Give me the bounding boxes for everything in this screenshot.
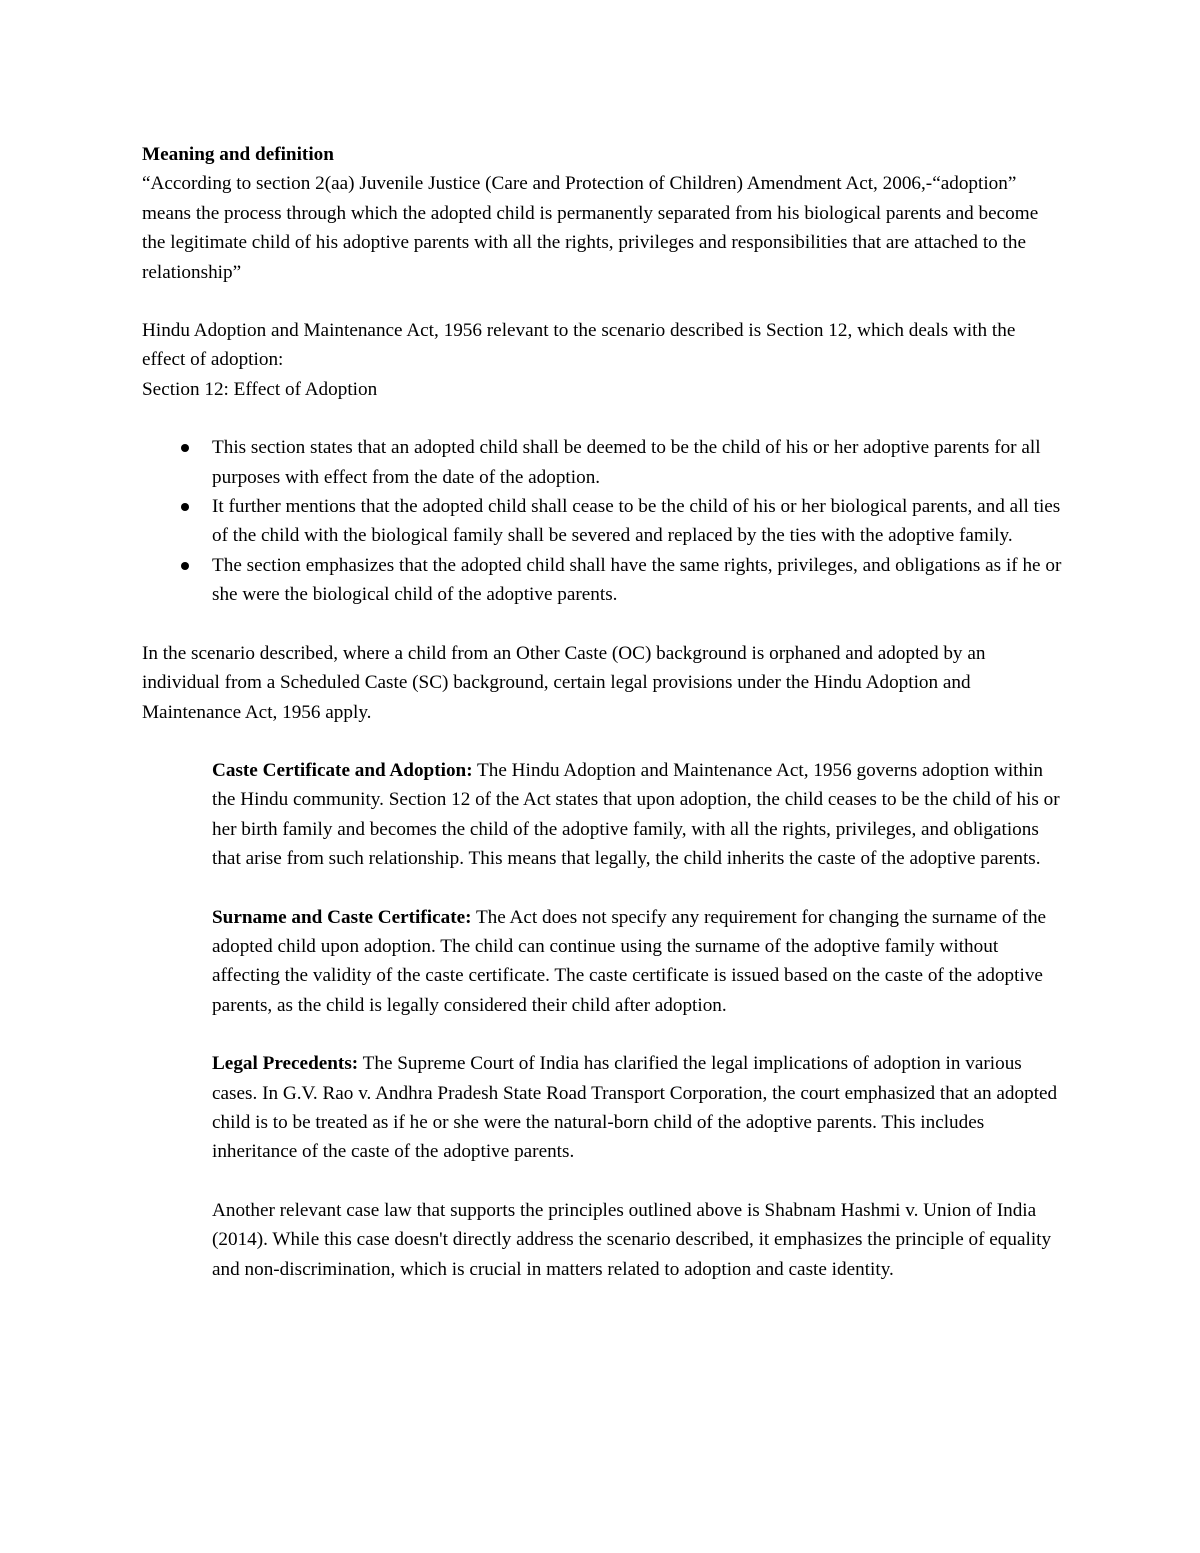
spacer — [142, 874, 1062, 903]
precedents-label: Legal Precedents: — [212, 1053, 359, 1075]
spacer — [142, 1167, 1062, 1196]
bullet-icon — [181, 444, 189, 452]
caste-certificate-text: The Hindu Adoption and Maintenance Act, 1956 governs adoption within the Hindu community. Section 12 of the Act states that upon adoption, the child ceases to be the child of his or her birth family and becomes the child of the adoptive family, with all the rights, privileges, and obligations that arise from such relationship. This means that legally, the child inherits the caste of the adoptive parents. — [212, 759, 1060, 870]
list-item — [212, 492, 1062, 551]
bullet-icon — [181, 503, 189, 511]
scenario-paragraph: In the scenario described, where a child from an Other Caste (OC) background is orphaned and adopted by an individual from a Scheduled Caste (SC) background, certain legal provisions under the Hindu Adoption and Maintenance Act, 1956 apply. — [142, 642, 986, 723]
precedents-text: The Supreme Court of India has clarified the legal implications of adoption in various cases. In G.V. Rao v. Andhra Pradesh State Road Transport Corporation, the court emphasized that an adopted child is to be treated as if he or she were the natural-born child of the adoptive parents. This includes inheritance of the caste of the adoptive parents. — [212, 1053, 1058, 1163]
list-item — [212, 551, 1062, 610]
section-title: Section 12: Effect of Adoption — [142, 378, 378, 400]
bullet-icon — [181, 562, 189, 570]
surname-label: Surname and Caste Certificate: — [212, 906, 472, 928]
section-heading: Meaning and definition — [142, 144, 334, 165]
surname-text: The Act does not specify any requirement for changing the surname of the adopted child upon adoption. The child can continue using the surname of the adoptive family without affecting the validity of the caste certificate. The caste certificate is issued based on the caste of the adoptive parents, as the child is legally considered their child after adoption. — [212, 906, 1047, 1016]
effect-bullet-list — [142, 433, 1062, 609]
definition-paragraph: “According to section 2(aa) Juvenile Justice (Care and Protection of Children) Amendment Act, 2006,-“adoption” means the process through which the adopted child is permanently separated from his biological parents and become the legitimate child of his adoptive parents with all the rights, privileges and responsibilities that are attached to the relationship” — [142, 173, 1039, 283]
caste-certificate-paragraph — [142, 756, 1062, 874]
document-page — [142, 140, 1062, 1284]
spacer — [142, 727, 1062, 756]
list-item — [212, 433, 1062, 492]
hindu-act-intro: Hindu Adoption and Maintenance Act, 1956 relevant to the scenario described is Section 12, which deals with the effect of adoption: — [142, 320, 1016, 371]
list-item-text: This section states that an adopted child shall be deemed to be the child of his or her adoptive parents for all purposes with effect from the date of the adoption. — [212, 437, 1041, 488]
spacer — [142, 404, 1062, 433]
spacer — [142, 287, 1062, 316]
list-item-text: It further mentions that the adopted child shall cease to be the child of his or her biological parents, and all ties of the child with the biological family shall be severed and replaced by the ties with the adoptive family. — [212, 496, 1061, 547]
another-case-paragraph: Another relevant case law that supports the principles outlined above is Shabnam Hashmi v. Union of India (2014). While this case doesn't directly address the scenario described, it emphasizes the principle of equality and non-discrimination, which is crucial in matters related to adoption and caste identity. — [212, 1199, 1052, 1280]
list-item-text: The section emphasizes that the adopted child shall have the same rights, privileges, and obligations as if he or she were the biological child of the adoptive parents. — [212, 554, 1062, 606]
caste-certificate-label: Caste Certificate and Adoption: — [212, 759, 473, 781]
surname-paragraph — [142, 903, 1062, 1021]
spacer — [142, 1020, 1062, 1049]
spacer — [142, 610, 1062, 639]
precedents-paragraph — [142, 1049, 1062, 1167]
